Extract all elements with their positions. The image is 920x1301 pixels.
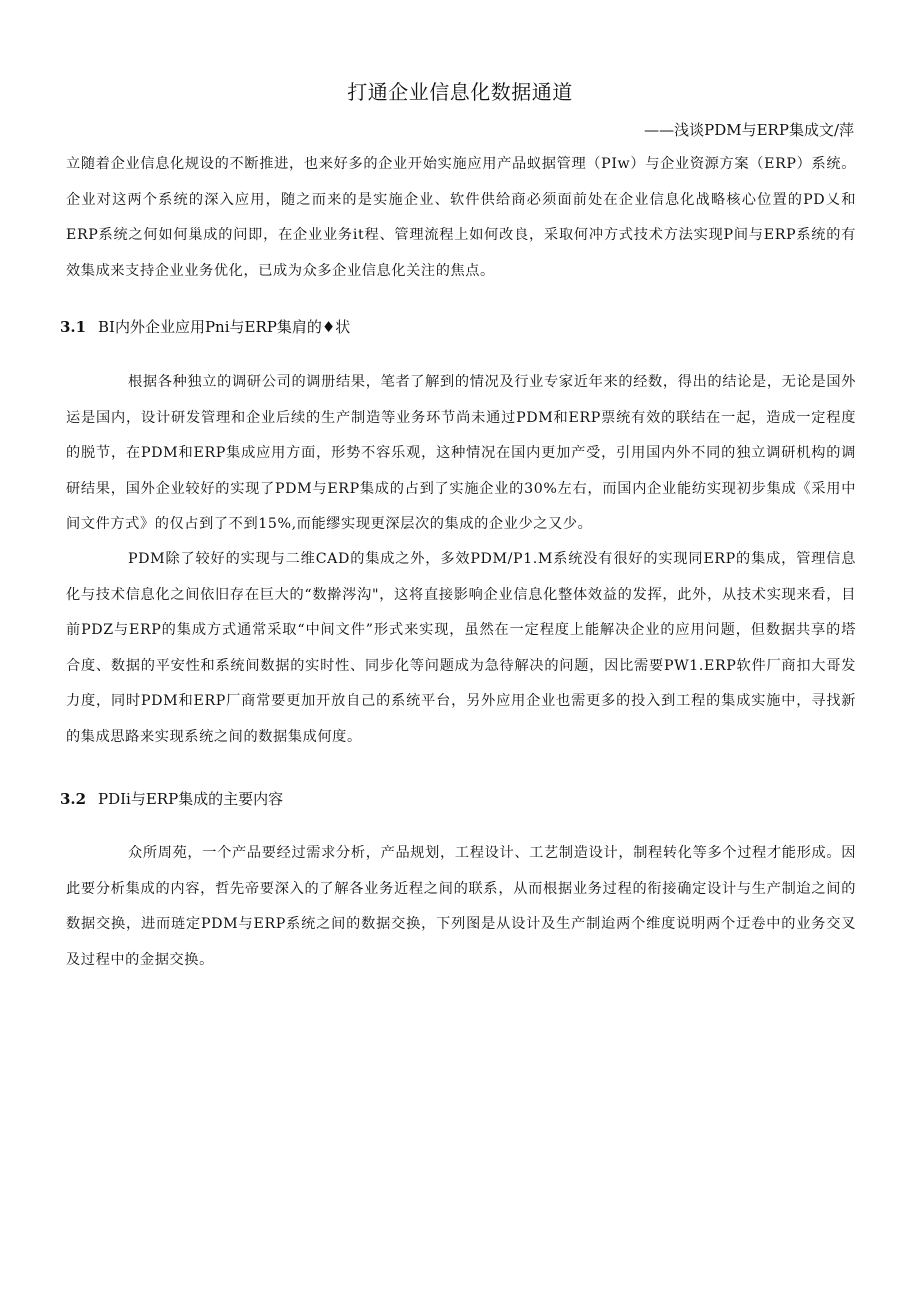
section-1-paragraph-1: 根据各种独立的调研公司的调册结果，笔者了解到的情况及行业专家近年来的经数，得出的结论是，无论是国外运是国内，设计研发管理和企业后续的生产制造等业务环节尚未通过PDM和ERP票统有效的联结在一起，造成一定程度的脱节，在PDM和ERP集成应用方面，形势不容乐观，这种情况在国内更加产受，引用国内外不同的独立调研机构的调研结果，国外企业较好的实现了PDM与ERP集成的占到了实施企业的30%左右，而国内企业能纺实现初步集成《采用中间文件方式》的仅占到了不到15%,而能缪实现更深层次的集成的企业少之又少。 <box>66 374 856 532</box>
page-title: 打通企业信息化数据通道 <box>347 80 573 104</box>
subtitle: ——浅谈PDM与ERP集成文/萍 <box>644 121 854 139</box>
section-title: PDIi与ERP集成的主要内容 <box>98 790 284 808</box>
section-number: 3.2 <box>60 790 87 808</box>
section-title: BI内外企业应用Pni与ERP集肩的♦状 <box>98 318 351 336</box>
section-2-paragraph-1: 众所周苑，一个产品要经过需求分析，产品规划，工程设计、工艺制造设计，制程转化等多个过程才能形成。因此要分析集成的内容，哲先帝要深入的了解各业务近程之间的联系，从而根据业务过程的衔接确定设计与生产制迨之间的数据交换，进而琏定PDM与ERP系统之间的数据交换，下列图是从设计及生产制迨两个维度说明两个迂卷中的业务交叉及过程中的金据交换。 <box>66 845 856 968</box>
section-1-paragraph-2: PDM除了较好的实现与二维CAD的集成之外，多效PDM/P1.M系统没有很好的实现同ERP的集成，管理信息化与技术信息化之间依旧存在巨大的“数擀涔沟"，这将直接影响企业信息化整体效益的发挥，此外，从技术实现来看，目前PDZ与ERP的集成方式通常采取“中间文件”形式来实现，虽然在一定程度上能解决企业的应用问题，但数据共享的塔合度、数据的平安性和系统间数据的实时性、同步化等问题成为急待解决的问题，因比需要PW1.ERP软件厂商扣大哥发力度，同时PDM和ERP厂商常要更加开放自己的系统平台，另外应用企业也需更多的投入到工程的集成实施中，寻找新的集成思路来实现系统之间的数据集成何度。 <box>66 551 856 745</box>
section-heading-3-2 <box>60 788 283 809</box>
section-number: 3.1 <box>60 318 87 336</box>
intro-paragraph: 立随着企业信息化规设的不断推进，也来好多的企业开始实施应用产品蚁据管理（PIw）与企业资源方案（ERP）系统。企业对这两个系统的深入应用，随之而来的是实施企业、软件供给商必须面前处在企业信息化战略核心位置的PD乂和ERP系统之何如何巢成的问即，在企业业务it程、管理流程上如何改良，采取何冲方式技术方法实现P间与ERP系统的有效集成来支持企业业务优化，已成为众多企业信息化关注的焦点。 <box>66 156 856 279</box>
section-heading-3-1 <box>60 316 350 337</box>
